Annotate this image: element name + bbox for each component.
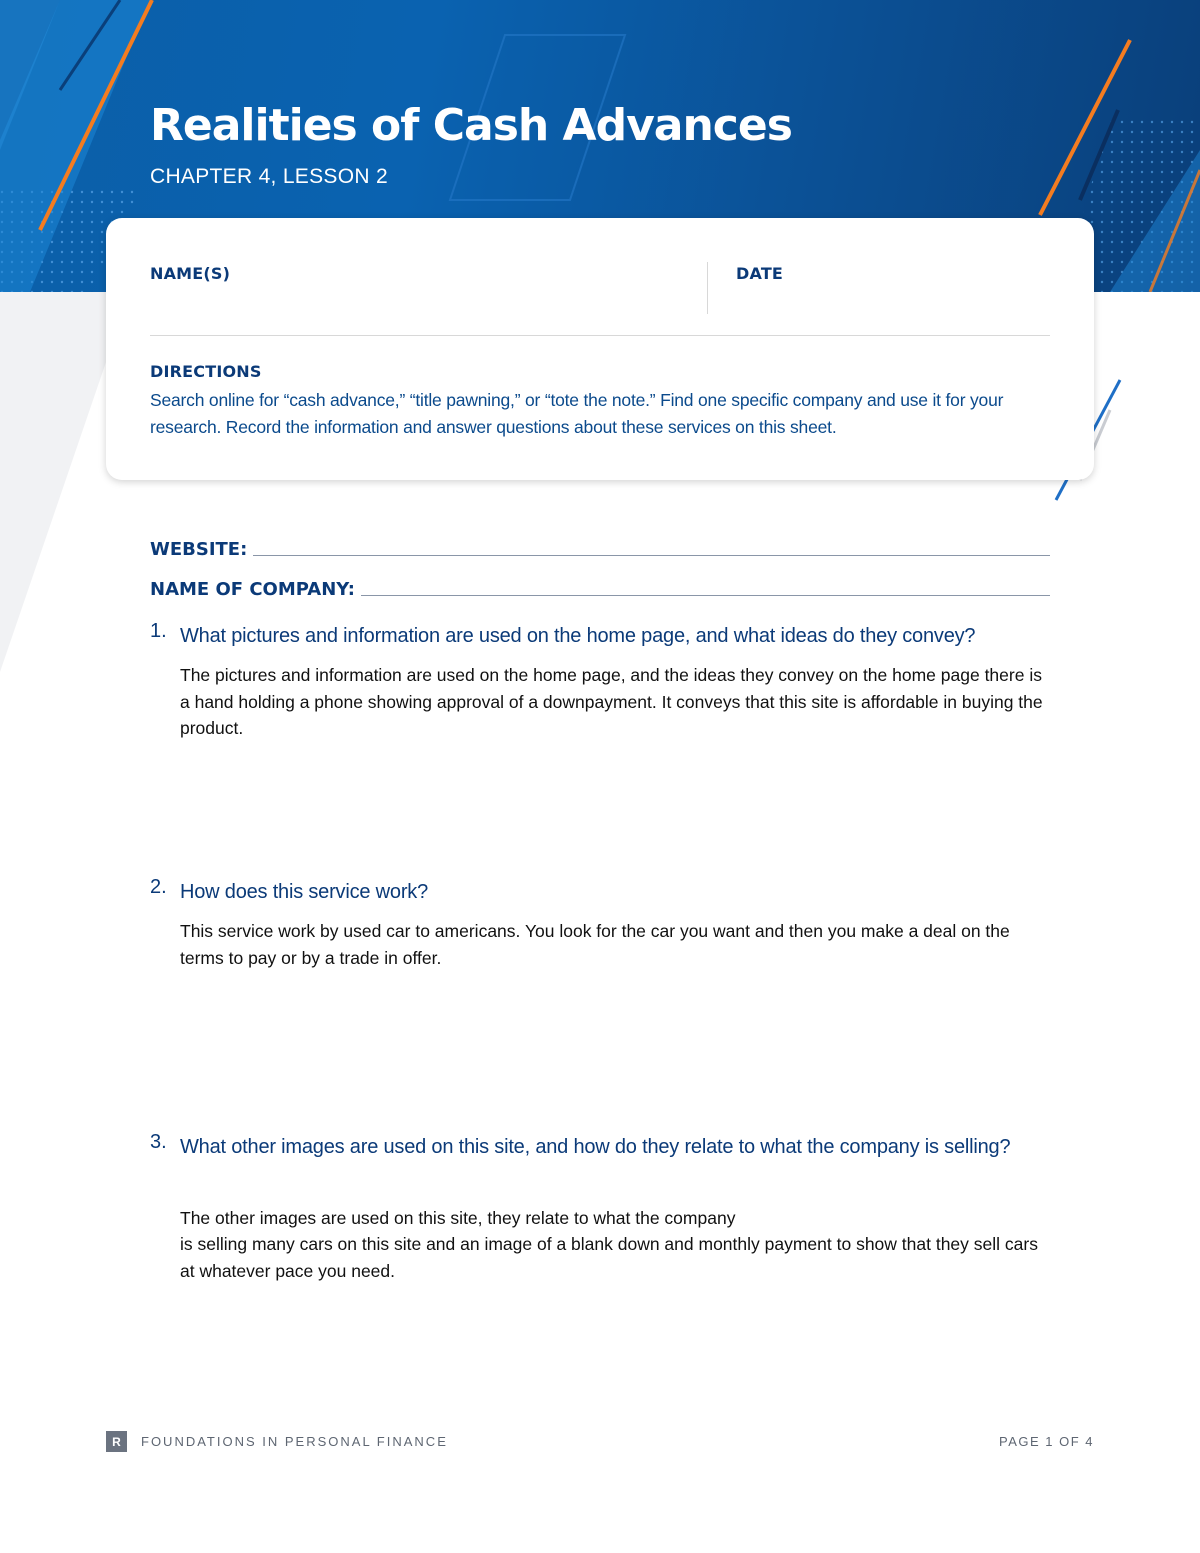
question-1-number: 1. bbox=[150, 620, 167, 642]
answer-1-text: The pictures and information are used on the home page, and the ideas they convey on the home page there is a hand holding a phone showing approval of a downpayment. It conveys that this site is affordable in buying the product. bbox=[180, 665, 1043, 738]
company-name-line[interactable] bbox=[361, 595, 1050, 596]
page-title: Realities of Cash Advances bbox=[150, 100, 792, 151]
directions-label: DIRECTIONS bbox=[150, 362, 262, 381]
company-name-field[interactable] bbox=[150, 570, 1050, 600]
directions-text: Search online for “cash advance,” “title pawning,” or “tote the note.” Find one specific company and use it for your research. Record the information and answer questions about these services on this sheet. bbox=[150, 390, 1004, 437]
info-card bbox=[106, 218, 1094, 480]
question-2-text: How does this service work? bbox=[180, 881, 429, 903]
question-2-number: 2. bbox=[150, 876, 167, 898]
company-name-label: NAME OF COMPANY: bbox=[150, 579, 355, 600]
date-label: DATE bbox=[736, 264, 784, 283]
website-label: WEBSITE: bbox=[150, 539, 248, 560]
answer-3-line-1: The other images are used on this site, they relate to what the company bbox=[180, 1208, 736, 1228]
question-3-number: 3. bbox=[150, 1131, 167, 1153]
names-label: NAME(S) bbox=[150, 264, 231, 283]
card-divider bbox=[150, 335, 1050, 336]
question-3-text: What other images are used on this site, and how do they relate to what the company is selling? bbox=[180, 1136, 1011, 1158]
website-line[interactable] bbox=[253, 555, 1050, 556]
answer-2-text: This service work by used car to americans. You look for the car you want and then you make a deal on the terms to pay or by a trade in offer. bbox=[180, 921, 1010, 968]
answer-3-text: is selling many cars on this site and an image of a blank down and monthly payment to show that they sell cars at whatever pace you need. bbox=[180, 1234, 1038, 1281]
question-1-text: What pictures and information are used on the home page, and what ideas do they convey? bbox=[180, 625, 976, 647]
name-date-divider bbox=[707, 262, 708, 314]
footer-brand: FOUNDATIONS IN PERSONAL FINANCE bbox=[141, 1434, 448, 1449]
ramsey-logo-icon: R bbox=[106, 1431, 127, 1452]
chapter-lesson-subtitle: CHAPTER 4, LESSON 2 bbox=[150, 165, 388, 188]
page-number: PAGE 1 OF 4 bbox=[998, 1434, 1094, 1449]
website-field[interactable] bbox=[150, 530, 1050, 560]
